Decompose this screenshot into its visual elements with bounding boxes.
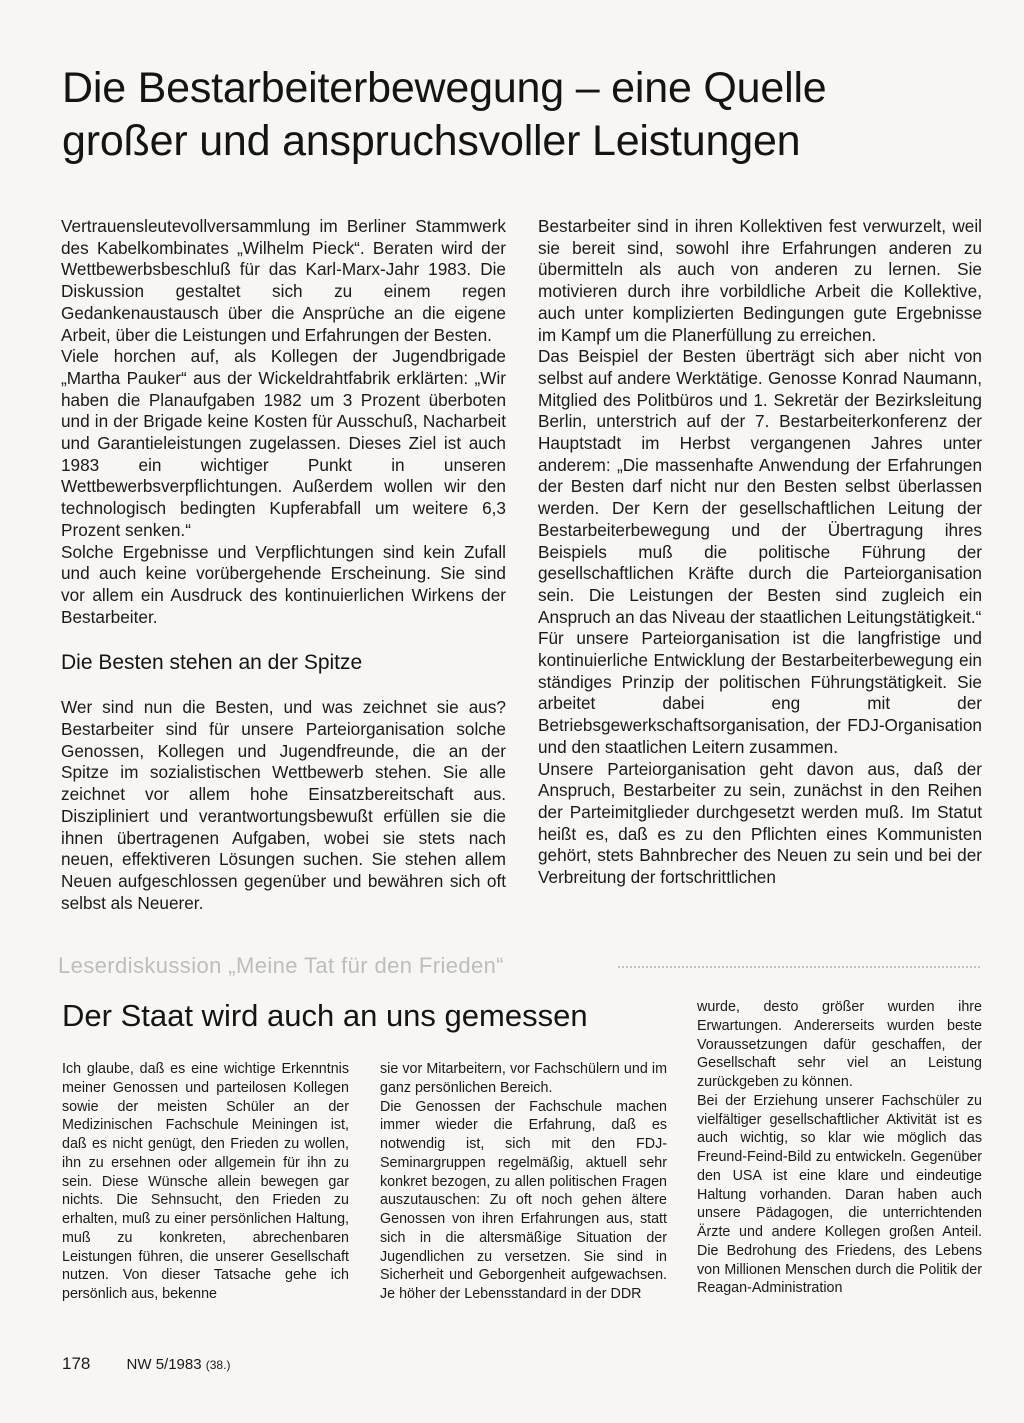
section-label: Leserdiskussion „Meine Tat für den Frieden“ [58, 953, 505, 978]
page-footer [62, 1355, 230, 1374]
section-divider [618, 966, 980, 968]
letter-paragraph: Ich glaube, daß es eine wichtige Erkenntnis meiner Genossen und parteilosen Kollegen sowie der meisten Schüler an der Medizinischen Fachschule Meiningen ist, daß es nicht genügt, den Frieden zu wollen, ihn zu ersehnen oder allgemein für ihn zu sein. Diese Wünsche allein bewegen gar nichts. Die Sehnsucht, den Frieden zu erhalten, muß zu einer persönlichen Haltung, muß zu konkreten, abrechenbaren Leistungen führen, die unserer Gesellschaft nutzen. Von dieser Tatsache gehe ich persönlich aus, bekenne [62, 1061, 349, 1302]
article-paragraph: Unsere Parteiorganisation geht davon aus, daß der Anspruch, Bestarbeiter zu sein, zunächst in den Reihen der Parteimitglieder durchgesetzt werden muß. Im Statut heißt es, daß es zu den Pflichten eines Kommunisten gehört, stets Bahnbrecher des Neuen zu sein und bei der Verbreitung der fortschrittlichen [538, 758, 982, 888]
issue-label: NW 5/1983 [126, 1356, 202, 1373]
letter-paragraph: Bei der Erziehung unserer Fachschüler zu vielfältiger gesellschaftlicher Aktivität ist es auch wichtig, so klar wie möglich das Freund-Feind-Bild zu entwickeln. Gegenüber den USA ist eine klare und eindeutige Haltung vorhanden. Daran haben auch unsere Pädagogen, die unterrichtenden Ärzte und andere Kollegen großen Anteil. Die Bedrohung des Friedens, des Lebens von Millionen Menschen durch die Politik der Reagan-Administration [697, 1092, 982, 1297]
article-paragraph: Das Beispiel der Besten überträgt sich aber nicht von selbst auf andere Werktätige. Genosse Konrad Naumann, Mitglied des Politbüros und 1. Sekretär der Bezirksleitung Berlin, unterstrich auf der 7. Bestarbeiterkonferenz der Hauptstadt im Herbst vergangenen Jahres unter anderem: „Die massenhafte Anwendung der Erfahrungen der Besten darf nicht nur den Besten selbst überlassen werden. Der Kern der gesellschaftlichen Leitung der Bestarbeiterbewegung und der Übertragung ihres Beispiels muß die politische Führung der gesellschaftlichen Kräfte durch die Parteiorganisation sein. Die Leistungen der Besten sind zugleich ein Anspruch an das Niveau der staatlichen Leitungstätigkeit.“ [538, 346, 982, 627]
letter-paragraph: sie vor Mitarbeitern, vor Fachschülern und im ganz persönlichen Bereich. [380, 1061, 667, 1096]
issue-suffix: (38.) [205, 1358, 231, 1372]
letter-title: Der Staat wird auch an uns gemessen [62, 998, 588, 1033]
article-title-line-2: großer und anspruchsvoller Leistungen [62, 117, 801, 165]
article-column-left [61, 216, 506, 914]
article-paragraph: Solche Ergebnisse und Verpflichtungen sind kein Zufall und auch keine vorübergehende Erscheinung. Sie sind vor allem ein Ausdruck des kontinuierlichen Wirkens der Bestarbeiter. [61, 541, 506, 627]
article-paragraph: Viele horchen auf, als Kollegen der Jugendbrigade „Martha Pauker“ aus der Wickeldrahtfabrik erklärten: „Wir haben die Planaufgaben 1982 um 3 Prozent überboten und in der Brigade keine Kosten für Ausschuß, Nacharbeit und Garantieleistungen zugelassen. Dieses Ziel ist auch 1983 ein wichtiger Punkt in unseren Wettbewerbsverpflichtungen. Außerdem wollen wir den technologisch bedingten Kupferabfall um weitere 6,3 Prozent senken.“ [61, 346, 506, 540]
article-paragraph: Wer sind nun die Besten, und was zeichnet sie aus? Bestarbeiter sind für unsere Parteiorganisation solche Genossen, Kollegen und Jugendfreunde, die an der Spitze im sozialistischen Wettbewerb stehen. Sie alle zeichnet vor allem hohe Einsatzbereitschaft aus. Diszipliniert und verantwortungsbewußt erfüllen sie die ihnen übertragenen Aufgaben, wobei sie stets nach neuen, effektiveren Lösungen suchen. Sie stehen allem Neuen aufgeschlossen gegenüber und bewähren sich oft selbst als Neuerer. [61, 697, 506, 913]
letter-column-1 [62, 1060, 349, 1304]
article-paragraph: Vertrauensleutevollversammlung im Berliner Stammwerk des Kabelkombinates „Wilhelm Pieck“. Beraten wird der Wettbewerbsbeschluß für das Karl-Marx-Jahr 1983. Die Diskussion gestaltet sich zu einem regen Gedankenaustausch über die Ansprüche an die eigene Arbeit, über die Leistungen und Erfahrungen der Besten. [61, 216, 506, 345]
article-subheading: Die Besten stehen an der Spitze [61, 651, 363, 675]
article-title [62, 62, 982, 168]
letter-paragraph: wurde, desto größer wurden ihre Erwartungen. Andererseits wurden beste Voraussetzungen dafür geschaffen, der Gesellschaft sehr viel an Leistung zurückgeben zu können. [697, 999, 982, 1090]
page-number: 178 [62, 1354, 91, 1373]
article-title-line-1: Die Bestarbeiterbewegung – eine Quelle [62, 64, 827, 112]
article-paragraph: Für unsere Parteiorganisation ist die langfristige und kontinuierliche Entwicklung der Bestarbeiterbewegung ein ständiges Prinzip der politischen Führungstätigkeit. Sie arbeitet dabei eng mit der Betriebsgewerkschaftsorganisation, der FDJ-Organisation und den staatlichen Leitern zusammen. [538, 628, 982, 757]
article-column-right [538, 216, 982, 889]
letter-paragraph: Die Genossen der Fachschule machen immer wieder die Erfahrung, daß es notwendig ist, sich mit den FDJ-Seminargruppen regelmäßig, aktuell sehr konkret bezogen, zu allen politischen Fragen auszutauschen: Zu oft noch gehen ältere Genossen von ihren Erfahrungen aus, statt sich in die altersmäßige Situation der Jugendlichen zu versetzen. Sie sind in Sicherheit und Geborgenheit aufgewachsen. Je höher der Lebensstandard in der DDR [380, 1098, 667, 1302]
article-paragraph: Bestarbeiter sind in ihren Kollektiven fest verwurzelt, weil sie bereit sind, sowohl ihre Erfahrungen anderen zu übermitteln als auch von anderen zu lernen. Sie motivieren durch ihre vorbildliche Arbeit die Kollektive, auch unter komplizierten Bedingungen gute Ergebnisse im Kampf um die Planerfüllung zu erreichen. [538, 216, 982, 345]
letter-column-2 [380, 1060, 667, 1304]
letter-column-3 [697, 998, 982, 1298]
section-header [58, 953, 980, 979]
